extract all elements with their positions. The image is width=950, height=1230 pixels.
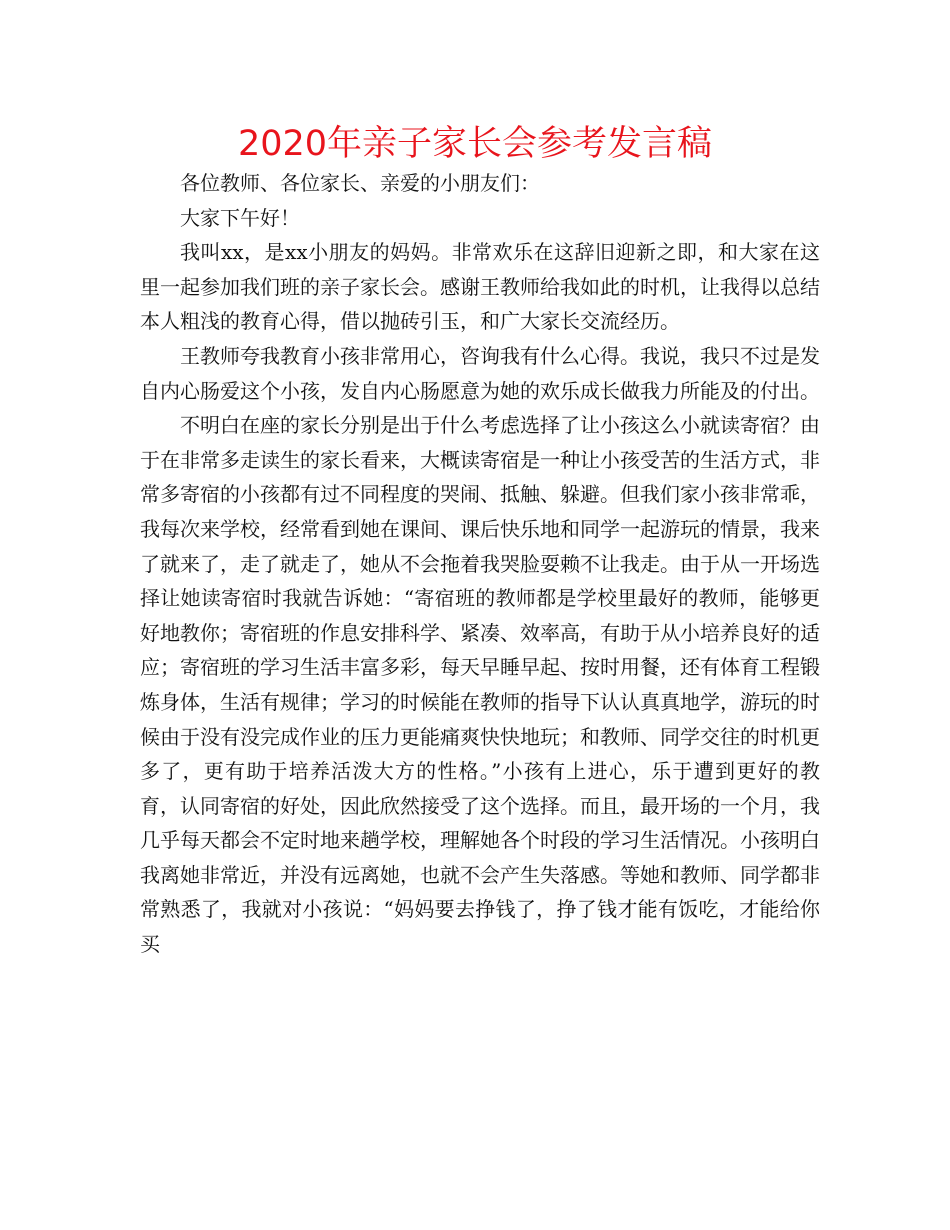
paragraph-intro: 我叫xx，是xx小朋友的妈妈。非常欢乐在这辞旧迎新之即，和大家在这里一起参加我们班的亲子家长会。感谢王教师给我如此的时机，让我得以总结本人粗浅的教育心得，借以抛砖引玉，和广大家长交流经历。 (140, 240, 820, 334)
paragraph-greeting: 各位教师、各位家长、亲爱的小朋友们： (180, 171, 540, 195)
paragraph-teacher-praise: 王教师夸我教育小孩非常用心，咨询我有什么心得。我说，我只不过是发自内心肠爱这个小孩，发自内心肠愿意为她的欢乐成长做我力所能及的付出。 (140, 343, 820, 403)
document-title: 2020年亲子家长会参考发言稿 (237, 124, 713, 164)
document-body (140, 166, 820, 962)
paragraph-boarding: 不明白在座的家长分别是出于什么考虑选择了让小孩这么小就读寄宿？由于在非常多走读生的家长看来，大概读寄宿是一种让小孩受苦的生活方式，非常多寄宿的小孩都有过不同程度的哭闹、抵触、躲避。但我们家小孩非常乖，我每次来学校，经常看到她在课间、课后快乐地和同学一起游玩的情景，我来了就来了，走了就走了，她从不会拖着我哭脸耍赖不让我走。由于从一开场选择让她读寄宿时我就告诉她：“寄宿班的教师都是学校里最好的教师，能够更好地教你；寄宿班的作息安排科学、紧凑、效率高，有助于从小培养良好的适应；寄宿班的学习生活丰富多彩，每天早睡早起、按时用餐，还有体育工程锻炼身体，生活有规律；学习的时候能在教师的指导下认认真真地学，游玩的时候由于没有没完成作业的压力更能痛爽快快地玩；和教师、同学交往的时机更多了，更有助于培养活泼大方的性格。”小孩有上进心，乐于遭到更好的教育，认同寄宿的好处，因此欣然接受了这个选择。而且，最开场的一个月，我几乎每天都会不定时地来趟学校，理解她各个时段的学习生活情况。小孩明白我离她非常近，并没有远离她，也就不会产生失落感。等她和教师、同学都非常熟悉了，我就对小孩说：“妈妈要去挣钱了，挣了钱才能有饭吃，才能给你买 (140, 413, 820, 957)
paragraph-salutation: 大家下午好！ (180, 205, 300, 230)
